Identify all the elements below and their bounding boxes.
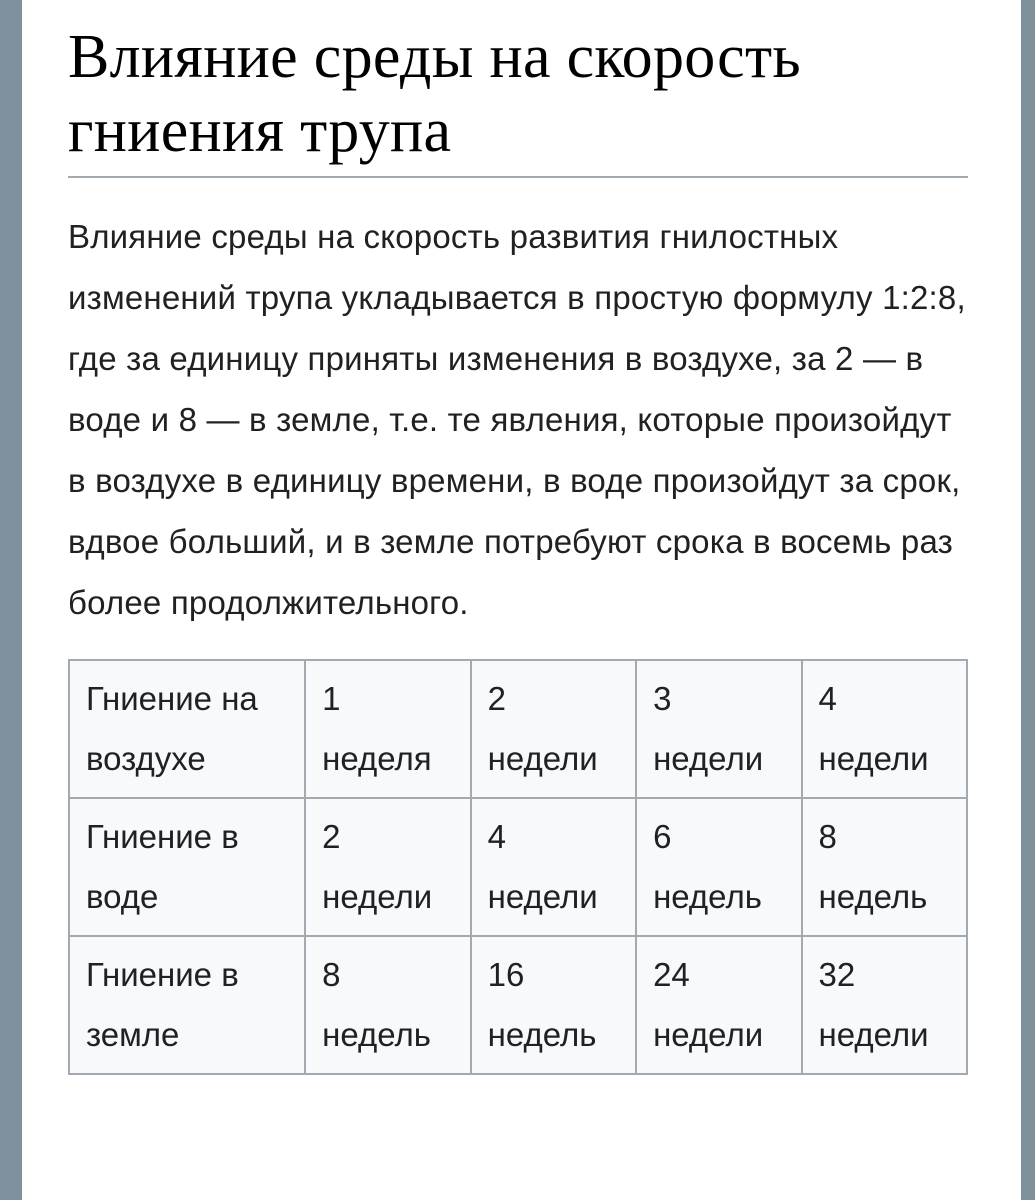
table-cell: 4 недели	[471, 798, 636, 936]
table-cell: 3 недели	[636, 660, 801, 798]
row-label-air: Гниение на воздухе	[69, 660, 305, 798]
right-edge-bar	[1021, 0, 1035, 1200]
left-edge-bar	[0, 0, 22, 1200]
table-row	[69, 660, 967, 798]
table-cell: 16 недель	[471, 936, 636, 1074]
row-label-water: Гниение в воде	[69, 798, 305, 936]
table-cell: 4 недели	[802, 660, 967, 798]
table-cell: 32 недели	[802, 936, 967, 1074]
article-content	[68, 20, 968, 1075]
table-cell: 8 недель	[305, 936, 470, 1074]
table-row	[69, 936, 967, 1074]
intro-paragraph: Влияние среды на скорость развития гнилостных изменений трупа укладывается в простую формулу 1:2:8, где за единицу приняты изменения в воздухе, за 2 — в воде и 8 — в земле, т.е. те явления, которые произойдут в воздухе в единицу времени, в воде произойдут за срок, вдвое больший, и в земле потребуют срока в восемь раз более продолжительного.	[68, 218, 966, 621]
table-cell: 8 недель	[802, 798, 967, 936]
table-cell: 2 недели	[471, 660, 636, 798]
row-label-soil: Гниение в земле	[69, 936, 305, 1074]
table-cell: 2 недели	[305, 798, 470, 936]
decomposition-table	[68, 659, 968, 1075]
table-row	[69, 798, 967, 936]
table-cell: 1 неделя	[305, 660, 470, 798]
table-cell: 6 недель	[636, 798, 801, 936]
section-heading: Влияние среды на скорость гниения трупа	[68, 20, 968, 178]
table-cell: 24 недели	[636, 936, 801, 1074]
